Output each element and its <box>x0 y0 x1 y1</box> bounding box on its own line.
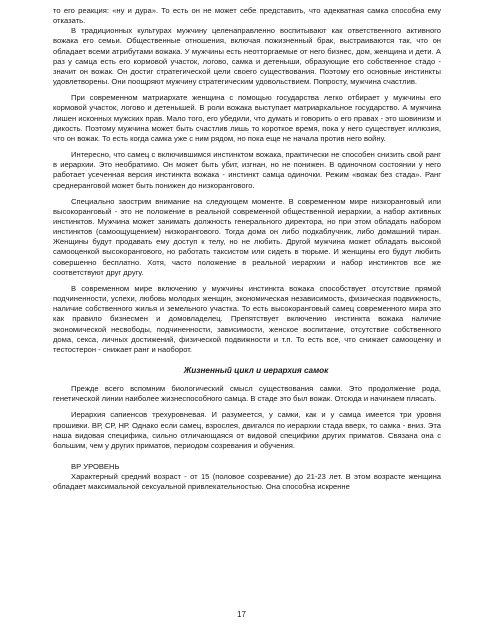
paragraph-3: При современном матриархате женщина с помощью государства легко отбирает у мужчины его кормовой участок, логово и детенышей. В роли вожака выступает матриархальное государство. А мужчина лишен исконных мужских прав. Мало того, его убедили, что думать и говорить о его правах - это шовинизм и дикость. Поэтому мужчина может быть счастлив лишь то короткое время, пока у него существует иллюзия, что он вожак. То есть когда самка уже с ним рядом, но пока еще не начала против него войну. <box>53 93 441 143</box>
paragraph-2: В традиционных культурах мужчину целенаправленно воспитывают как ответственного активного вожака его семьи. Общественные отношения, включая пожизненный брак, выстраиваются так, что он обладает всеми атрибутами вожака. У мужчины есть неотторгаемые от него бизнес, дом, женщина и дети. А раз у самца есть его кормовой участок, логово, самка и детеныши, образующие его собственное стадо - значит он вожак. Он достиг стратегической цели своего существования. Поэтому его основные инстинкты удовлетворены. Они поощряют мужчину стратегическим удовольствием. Попросту, мужчина счастлив. <box>53 26 441 87</box>
page-body <box>53 6 441 493</box>
section-paragraph-2: Иерархия сапиенсов трехуровневая. И разумеется, у самки, как и у самца имеется три уровня прошивки. ВР, СР, НР. Однако если самец, взрослея, двигался по иерархии стада вверх, то самка - вниз. Эта наша видовая специфика, сильно отличающаяся от видовой специфики других приматов. Связана она с большим, чем у других приматов, периодом созревания и обучения. <box>53 410 441 450</box>
paragraph-6: В современном мире включению у мужчины инстинкта вожака способствует отсутствие прямой подчиненности, успехи, любовь молодых женщин, экономическая независимость, физическая подвижность, наличие собственного жилья и земельного участка. То есть высокоранговый самец современного мира это как правило бизнесмен и домовладелец. Препятствует включению инстинкта вожака наличие экономической несвободы, подчиненности, зависимости, женское воспитание, отсутствие собственного дома, секса, личных достижений, физической подвижности и т.п. То есть все, что снижает самооценку и тестостерон - снижает ранг и наоборот. <box>53 283 441 354</box>
paragraph-1: то его реакция: «ну и дура». То есть он не может себе представить, что адекватная самка способна ему отказать. <box>53 6 441 26</box>
page-number: 17 <box>237 610 246 619</box>
subsection-heading: ВР УРОВЕНЬ <box>71 462 120 472</box>
paragraph-4: Интересно, что самец с включившимся инстинктом вожака, практически не способен снизить свой ранг в иерархии. Это необратимо. Он может быть убит, изгнан, но не понижен. В одиночном состоянии у него работает усеченная версия инстинкта вожака - инстинкт самца одиночки. Режим «вожак без стада». Ранг среднеранговой может быть понижен до низкорангового. <box>53 150 441 190</box>
section-heading: Жизненный цикл и иерархия самок <box>183 366 329 375</box>
paragraph-5: Специально заострим внимание на следующем моменте. В современном мире низкоранговый или высокоранговый - это не положение в реальной современной общественной иерархии, а набор активных инстинктов. Мужчина может занимать должность генерального директора, но при этом обладать набором инстинктов (самоощущением) низкорангового. Тогда дома он либо подкаблучник, либо домашний тиран. Женщины будут продавать ему доступ к телу, но не любить. Другой мужчина может обладать высокой самооценкой высокорангового, но работать таксистом или сидеть в тюрьме. И женщины его будут любить совершенно бесплатно. Хотя, часто положение в реальной иерархии и набор инстинктов все же соответствуют друг другу. <box>53 196 441 277</box>
subsection-paragraph: Характерный средний возраст - от 15 (половое созревание) до 21-23 лет. В этом возрасте женщина обладает максимальной сексуальной привлекательностью. Она способна искренне <box>53 472 441 492</box>
section-paragraph-1: Прежде всего вспомним биологический смысл существования самки. Это продолжение рода, генетической линии наиболее жизнеспособного самца. В стаде это был вожак. Отсюда и начинаем плясать. <box>53 384 441 404</box>
